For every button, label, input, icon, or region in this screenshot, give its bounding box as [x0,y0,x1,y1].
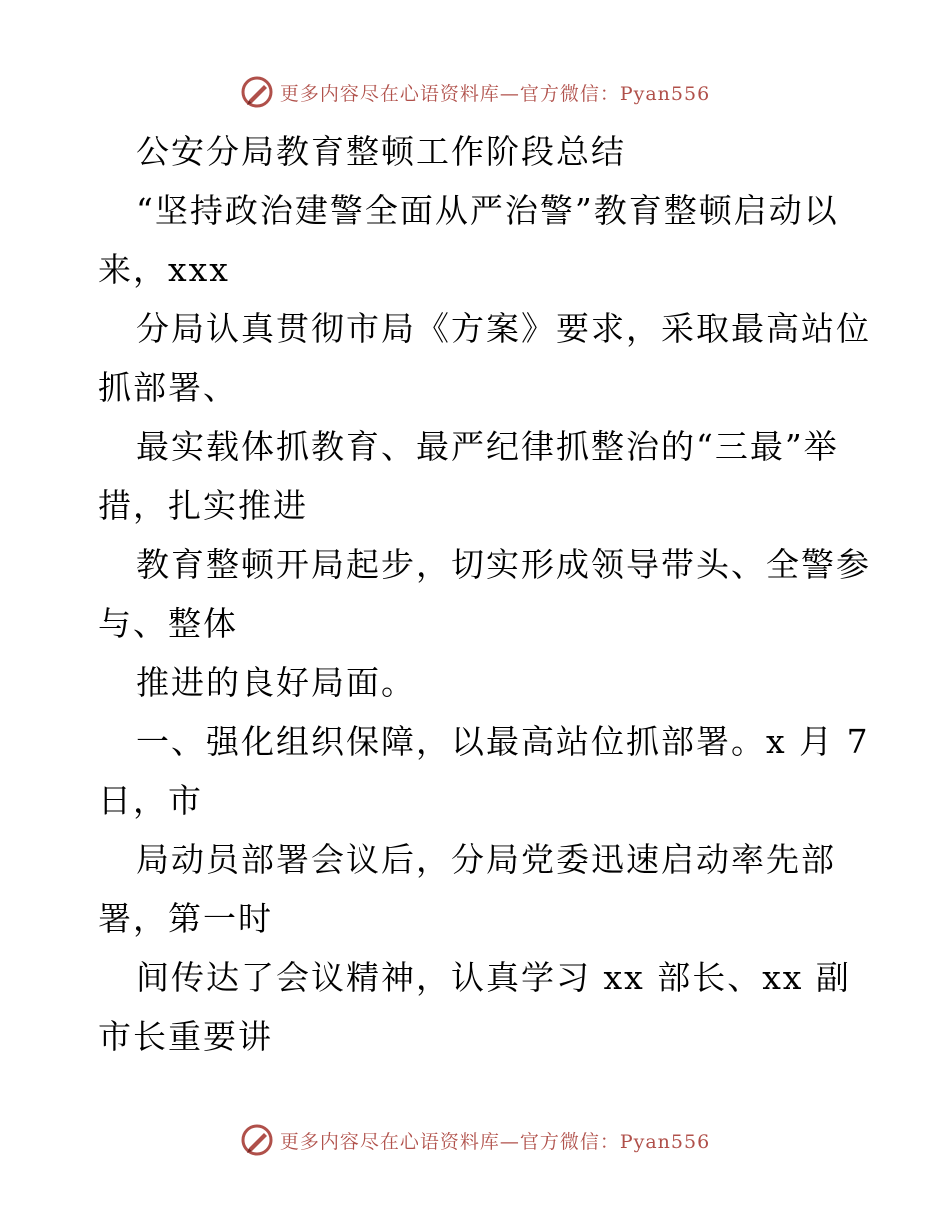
text-line: 措，扎实推进 [98,486,308,525]
text-line: 分局认真贯彻市局《方案》要求，采取最高站位 [136,309,871,348]
text-line: 局动员部署会议后，分局党委迅速启动率先部 [136,840,836,879]
text-line: 教育整顿开局起步，切实形成领导带头、全警参 [136,545,871,584]
text-line: 日，市 [98,781,203,820]
footer-banner [0,1120,950,1160]
text-line: 市长重要讲 [98,1017,273,1056]
text-line: 推进的良好局面。 [136,663,416,702]
text-line: 抓部署、 [98,368,238,407]
document-body [98,122,871,1066]
pen-logo-icon [240,75,274,109]
banner-text: 更多内容尽在心语资料库—官方微信：Pyan556 [279,1130,711,1153]
pen-logo-icon [240,1123,274,1157]
text-line: 间传达了会议精神，认真学习 xx 部长、xx 副 [136,958,851,997]
text-line: 来，xxx [98,250,230,289]
text-line: 最实载体抓教育、最严纪律抓整治的“三最”举 [136,427,839,466]
text-line: 与、整体 [98,604,238,643]
text-line: 公安分局教育整顿工作阶段总结 [136,132,626,171]
header-banner [0,72,950,112]
banner-text: 更多内容尽在心语资料库—官方微信：Pyan556 [279,82,711,105]
text-line: 一、强化组织保障，以最高站位抓部署。x 月 7 [136,722,870,761]
text-line: “坚持政治建警全面从严治警”教育整顿启动以 [136,191,839,230]
text-line: 署，第一时 [98,899,273,938]
